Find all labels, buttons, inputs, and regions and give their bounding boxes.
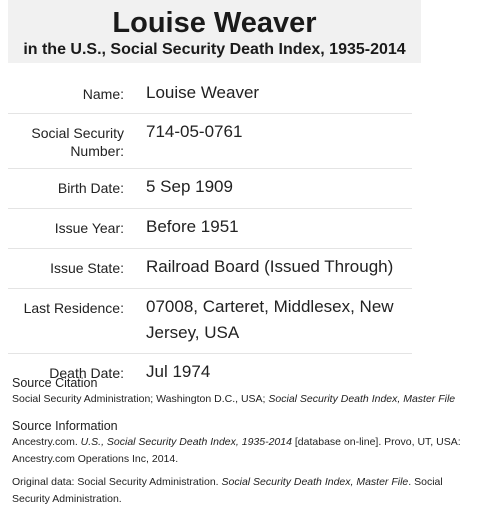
field-label: Last Residence: — [8, 289, 135, 354]
field-value: 07008, Carteret, Middlesex, New Jersey, USA — [135, 289, 412, 354]
table-row — [8, 249, 412, 289]
field-label: Death Date: — [49, 365, 124, 381]
table-row — [8, 75, 412, 114]
source-information — [12, 418, 480, 468]
original-title-italic: Social Security Death Index, Master File — [221, 476, 409, 488]
source-citation — [12, 375, 480, 408]
original-data — [12, 474, 480, 508]
field-value: Louise Weaver — [135, 75, 412, 114]
table-row — [8, 114, 412, 169]
field-value: Railroad Board (Issued Through) — [135, 249, 412, 289]
collection-subtitle: in the U.S., Social Security Death Index, 1935-2014 — [23, 41, 406, 58]
record-table — [8, 75, 412, 393]
table-row — [8, 169, 412, 209]
field-value: 714-05-0761 — [135, 114, 412, 169]
field-label: Social Security Number: — [8, 114, 135, 169]
source-information-title: Source Information — [12, 419, 118, 433]
field-label: Issue Year: — [8, 209, 135, 249]
info-text: [database on-line]. Provo, UT, USA: Ancestry.com Operations Inc, 2014. — [12, 436, 461, 465]
source-information-text — [12, 434, 480, 468]
citation-text: Social Security Administration; Washington D.C., USA; — [12, 393, 269, 405]
original-text: . Social Security Administration. — [12, 476, 443, 505]
table-row — [8, 209, 412, 249]
table-row — [8, 289, 412, 354]
field-value: 5 Sep 1909 — [135, 169, 412, 209]
original-text: Original data: Social Security Administration. — [12, 476, 222, 488]
field-label: Name: — [8, 75, 135, 114]
person-name-title: Louise Weaver — [112, 7, 317, 39]
field-label: Issue State: — [8, 249, 135, 289]
record-header — [8, 0, 421, 63]
field-value: Jul 1974 — [146, 362, 211, 381]
citation-title-italic: Social Security Death Index, Master File — [268, 393, 456, 405]
field-label: Birth Date: — [8, 169, 135, 209]
field-value: Before 1951 — [135, 209, 412, 249]
original-data-text — [12, 474, 480, 508]
source-citation-text — [12, 391, 480, 408]
source-citation-title: Source Citation — [12, 376, 98, 390]
info-text: Ancestry.com. — [12, 436, 81, 448]
info-title-italic: U.S., Social Security Death Index, 1935-2014 — [80, 436, 292, 448]
